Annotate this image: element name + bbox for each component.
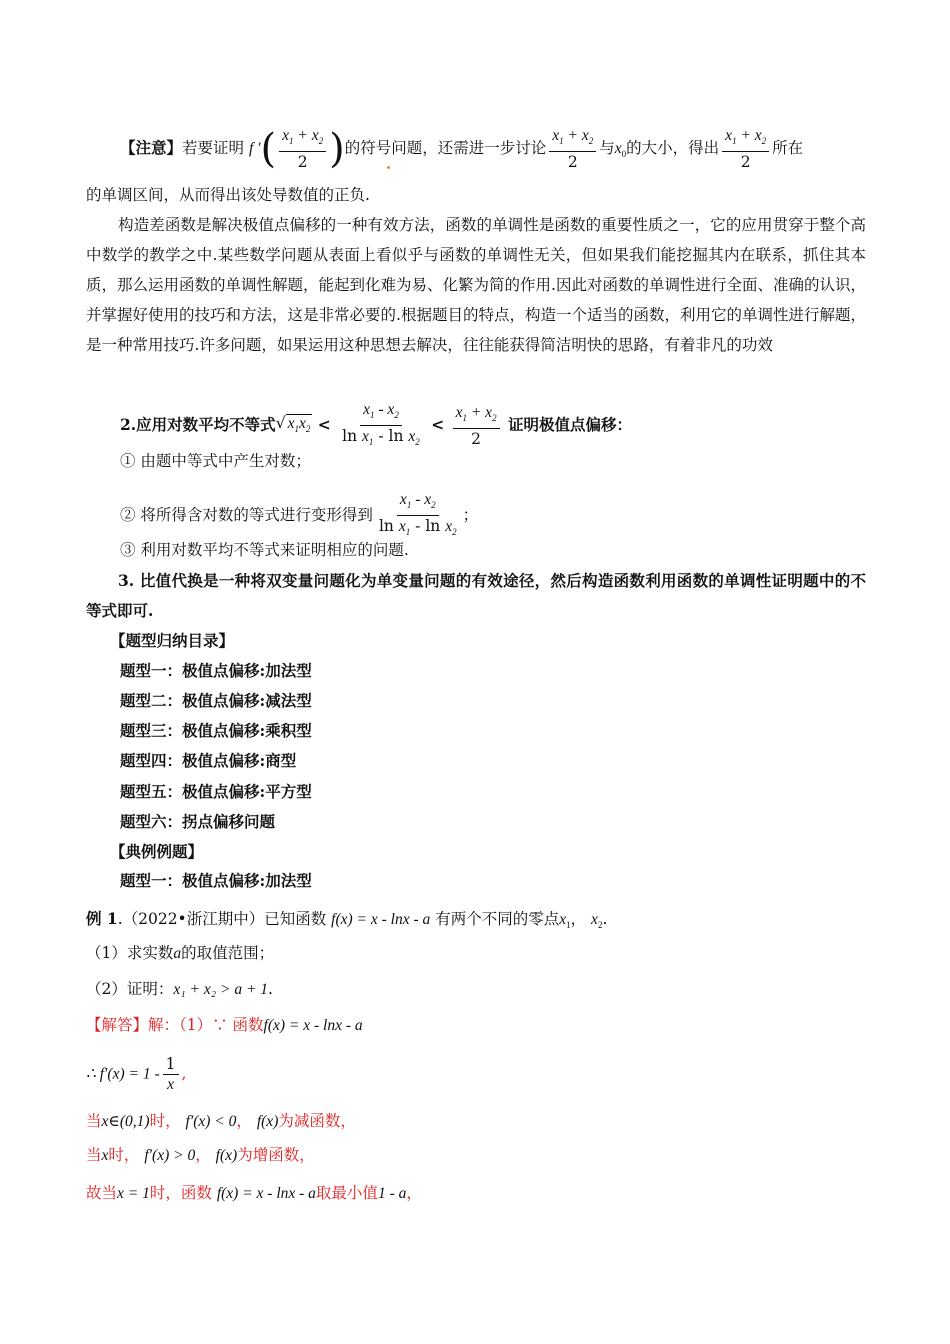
section-2-heading: 2.应用对数平均不等式√ $x_1x_2$ < $\frac{x_1 - x_2}{\ln x_1 - \ln x_2}$ < $\frac{x_1 + x_2}{2}$ 证明极值点偏移： [120,400,632,452]
example-label: 例 1 [86,909,118,928]
fraction-x1-plus-x2-c: $\frac{x_1 + x_2}{2}$ [722,126,769,172]
step-2-fraction: $\frac{x_1 - x_2}{\ln x_1 - \ln x_2}$ [378,491,457,538]
catalog-item-3: 题型三：极值点偏移:乘积型 [120,721,312,740]
catalog-title: 【题型归纳目录】 [110,631,235,650]
step-1: ① 由题中等式中产生对数； [120,452,311,470]
answer-case-2: 当x时， f′(x) > 0， f(x)为增函数， [86,1146,315,1164]
question-2-expr: x₁ + x₂ > a + 1 [173,981,269,998]
right-paren: ) [329,126,345,173]
fraction-x1-plus-x2: $\frac{x_1 + x_2}{2}$ [279,126,326,172]
sqrt-x1x2: √ $x_1x_2$ [275,414,311,435]
note-line-2: 的单调区间，从而得出该处导数值的正负. [86,186,370,204]
step-2: ② 将所得含对数的等式进行变形得到 $\frac{x_1 - x_2}{\ln x_1 - \ln x_2}$ ； [120,490,478,542]
example-function: f(x) = x - lnx - a [331,911,431,928]
question-1: （1）求实数a的取值范围； [86,944,275,962]
f-prime-symbol: f ′ [248,140,261,158]
note-label: 【注意】 [120,138,183,158]
examples-title: 【典例例题】 [110,842,204,861]
derivative-line: ∴ f′(x) = 1 - $\frac{1}{x}$ , [86,1055,187,1093]
example-1-line: 例 1.（2022•浙江期中）已知函数 f(x) = x - lnx - a 有两个不同的零点$x_1$， $x_2$. [86,909,608,931]
answer-line-1: 【解答】解：（1）∵ 函数f(x) = x - lnx - a [86,1016,363,1034]
catalog-item-5: 题型五：极值点偏移:平方型 [120,782,312,801]
answer-conclusion: 故当x = 1时，函数 f(x) = x - lnx - a取最小值1 - a， [86,1184,422,1202]
fraction-x1-plus-x2-b: $\frac{x_1 + x_2}{2}$ [549,126,596,172]
answer-case-1: 当x∈(0,1)时， f′(x) < 0， f(x)为减函数， [86,1112,356,1130]
arith-mean-fraction: $\frac{x_1 + x_2}{2}$ [453,403,500,449]
catalog-item-1: 题型一：极值点偏移:加法型 [120,661,312,680]
section-3-paragraph: 3. 比值代换是一种将双变量问题化为单变量问题的有效途径，然后构造函数利用函数的单调性证明题中的不等式即可. [86,571,866,620]
zero-x2: $x_2$ [591,911,603,931]
note-text-2: 的符号问题，还需进一步讨论 [344,139,547,158]
catalog-item-4: 题型四：极值点偏移:商型 [120,751,297,770]
catalog-item-2: 题型二：极值点偏移:减法型 [120,691,312,710]
catalog-item-6: 题型六：拐点偏移问题 [120,812,276,831]
zero-x1: $x_1$ [559,911,571,931]
note-text-1: 若要证明 [182,139,245,158]
left-paren: ( [260,126,277,173]
question-2: （2）证明：x₁ + x₂ > a + 1. [86,980,273,998]
note-line [120,126,803,172]
log-mean-fraction: $\frac{x_1 - x_2}{\ln x_1 - \ln x_2}$ [342,401,420,448]
intro-paragraph: 构造差函数是解决极值点偏移的一种有效方法，函数的单调性是函数的重要性质之一，它的应用贯穿于整个高中数学的教学之中.某些数学问题从表面上看似乎与函数的单调性无关，但如果我们能挖掘其内在联系，抓住其本质，那么运用函数的单调性解题，能起到化难为易、化繁为简的作用.因此对函数的单调性进行全面、准确的认识，并掌握好使用的技巧和方法，这是非常必要的.根据题目的特点，构造一个适当的函数，利用它的单调性进行解题，是一种常用技巧.许多问题，如果运用这种思想去解决，往往能获得简洁明快的思路，有着非凡的功效 [86,216,866,354]
first-type-heading: 题型一：极值点偏移:加法型 [120,871,312,890]
orange-dot [387,166,390,169]
note-text-4: 的大小，得出 [626,139,720,158]
step-3: ③ 利用对数平均不等式来证明相应的问题. [120,541,409,559]
note-text-5: 所在 [772,139,804,158]
note-text-3: 与 [599,139,615,158]
x0-symbol: $x_0$ [614,140,627,160]
